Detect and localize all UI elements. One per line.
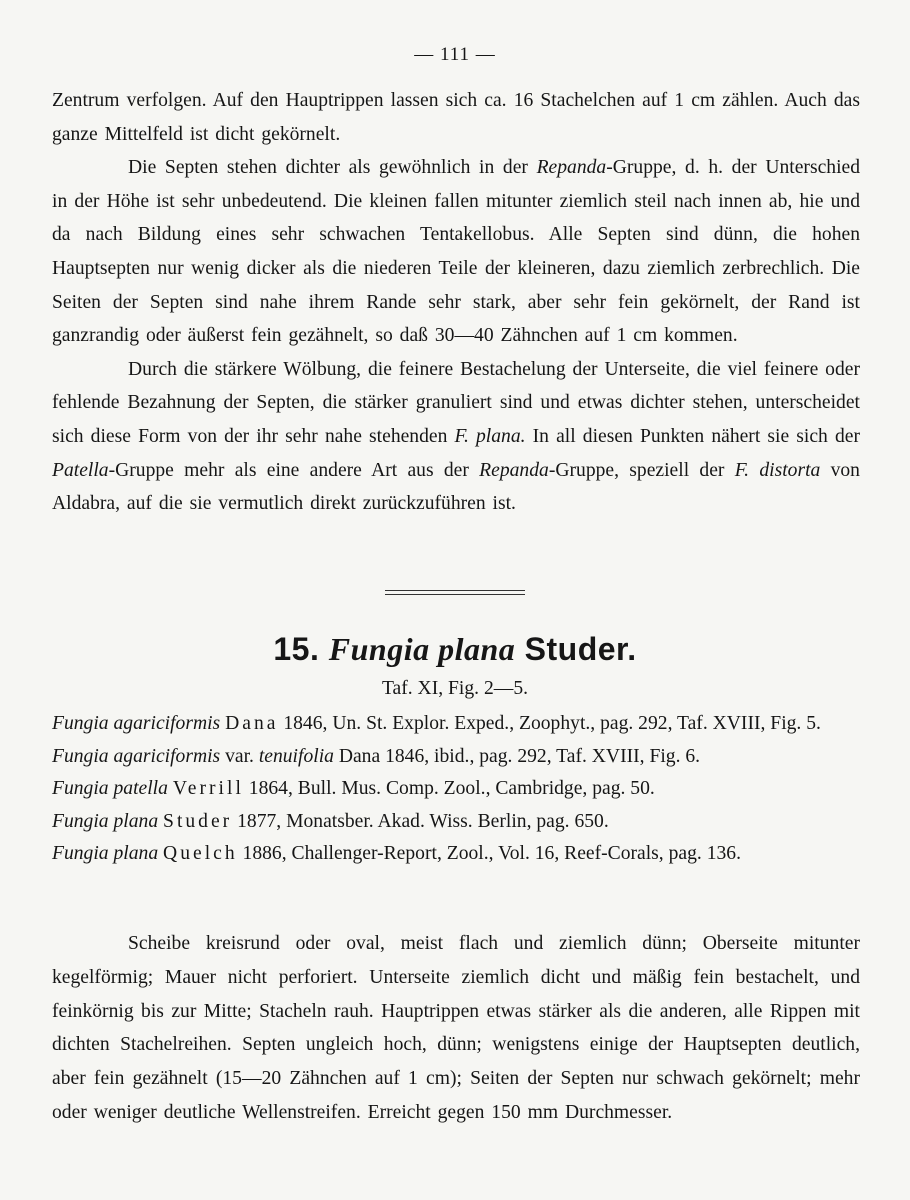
variety-name: tenuifolia [258,745,334,767]
synonym-entry [52,838,860,871]
plate-reference: Taf. XI, Fig. 2—5. [381,678,529,699]
synonym-entry [52,741,860,774]
taxon-name: Repanda [536,157,607,179]
citation: 1846, Un. St. Explor. Exped., Zoophyt., pag. 292, Taf. XVIII, Fig. 5. [278,713,821,734]
synonym-entry [52,806,860,839]
author-name: Quelch [163,843,238,864]
taxon-name: Patella [52,459,109,481]
author-name: Verrill [172,778,244,799]
intro-text [52,84,860,521]
taxon-name: Fungia plana [52,810,159,832]
author-name: Studer [163,810,233,832]
text-run: Durch die stärkere Wölbung, die feinere Bestachelung der Unterseite, die viel feinere oder fehlende Bezahnung der Septen, die stärker granuliert sind und etwas dichter stehen, unterscheidet sich diese Form von der ihr sehr nahe stehenden [52,358,860,447]
section-heading [0,631,910,668]
synonymy-list [52,708,860,871]
species-description [52,927,860,1130]
description-paragraph: Scheibe kreisrund oder oval, meist flach und ziemlich dünn; Oberseite mitunter kegelförmig; Mauer nicht perforiert. Unterseite ziemlich dicht und mäßig fein bestachelt, und feinkörnig bis zur Mitte; Stacheln rauh. Hauptrippen etwas stärker als die anderen, alle Rippen mit dichten Stachelreihen. Septen ungleich hoch, dünn; wenigstens einige der Hauptsepten deutlich, aber fein gezähnelt (15—20 Zähnchen auf 1 cm); Seiten der Septen nur schwach gekörnelt; mehr oder weniger deutliche Wellenstreifen. Erreicht gegen 150 mm Durchmesser. [52,933,860,1123]
text-run: von Aldabra, auf die sie vermutlich direkt zurückzuführen ist. [52,459,860,515]
citation: Dana 1846, ibid., pag. 292, Taf. XVIII, Fig. 6. [333,745,701,767]
text-run: -Gruppe, d. h. der Unterschied in der Höhe ist sehr unbedeutend. Die kleinen fallen mitunter ziemlich steil nach innen ab, hie und da nach Bildung eines sehr schwachen Tentakellobus. Alle Septen sind dünn, die hohen Hauptsepten nur wenig dicker als die niederen Teile der kleineren, dazu ziemlich zerbrechlich. Die Seiten der Septen sind nahe ihrem Rande sehr stark, aber sehr fein gekörnelt, der Rand ist ganzrandig oder äußerst fein gezähnelt, so daß 30—40 Zähnchen auf 1 cm kommen. [52,157,861,347]
section-divider [385,590,525,595]
taxon-name: Fungia plana [52,843,159,864]
taxon-name: F. plana. [454,425,526,447]
author-name: Dana [225,713,279,734]
page-number: — 111 — [414,44,496,65]
taxon-name: Fungia patella [52,778,168,799]
citation: 1886, Challenger-Report, Zool., Vol. 16, Reef-Corals, pag. 136. [237,843,741,864]
taxon-name: Fungia agariciformis [52,745,221,767]
text-run: -Gruppe mehr als eine andere Art aus der [108,459,480,481]
species-name: Fungia plana [328,631,516,667]
text-run: -Gruppe, speziell der [548,459,735,481]
text-run: Die Septen stehen dichter als gewöhnlich in der [128,157,537,179]
paragraph-2 [52,151,860,353]
species-author: Studer. [524,631,637,667]
citation: 1877, Monatsber. Akad. Wiss. Berlin, pag. 650. [232,810,609,832]
section-number: 15. [273,631,320,667]
synonym-entry [52,708,860,741]
taxon-name: F. distorta [734,459,821,481]
taxon-name: Repanda [479,459,549,481]
text-run: In all diesen Punkten nähert sie sich der [525,425,860,447]
text-run: var. [220,745,259,767]
paragraph-3 [52,353,860,521]
synonym-entry [52,773,860,806]
taxon-name: Fungia agariciformis [52,713,221,734]
paragraph-1: Zentrum verfolgen. Auf den Hauptrippen lassen sich ca. 16 Stachelchen auf 1 cm zählen. Auch das ganze Mittelfeld ist dicht gekörnelt. [52,90,860,145]
citation: 1864, Bull. Mus. Comp. Zool., Cambridge, pag. 50. [243,778,655,799]
